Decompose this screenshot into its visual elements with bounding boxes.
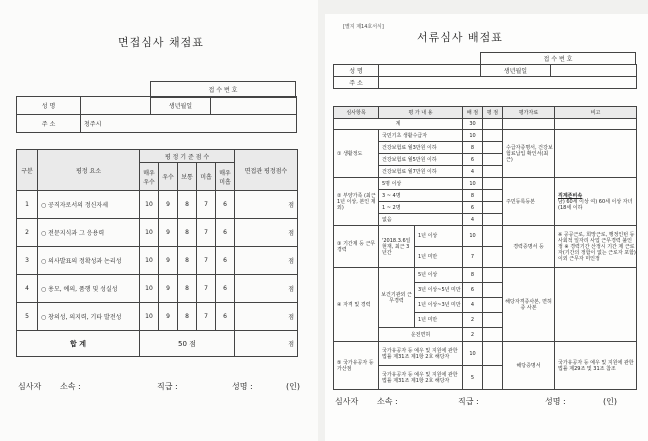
section-4-item: 1년 이상~3년 미만 <box>415 298 463 313</box>
score-cell: 8 <box>178 191 197 219</box>
section-5-label: ⑤ 국가유공자 등 가산점 <box>334 342 379 390</box>
score-cell: 10 <box>140 275 159 303</box>
examiner-label: 심사자 <box>335 397 359 406</box>
section-3-item: 1년 미만 <box>415 247 463 268</box>
name-value <box>81 97 151 115</box>
section-1-item: 건강보험료 월5만원 이하 <box>379 154 463 166</box>
section-4-sub: 보건기관외 근무경력 <box>379 268 415 328</box>
score-cell: 8 <box>178 275 197 303</box>
score-cell: 6 <box>216 219 235 247</box>
left-applicant-info <box>16 96 297 133</box>
score-cell: 6 <box>216 303 235 331</box>
total-unit: 점 <box>235 331 298 357</box>
address-value <box>379 77 637 89</box>
section-2-data: 주민등록등본 <box>503 178 555 226</box>
section-2-item: 5명 이상 <box>379 178 463 190</box>
section-3-sub: '2018.3.6일 현재, 최근 3년간 <box>379 226 415 268</box>
score-header: 배 점 <box>463 107 483 119</box>
score-cell: 5 <box>463 366 483 390</box>
section-5-item: 국가유공자 등 예우 및 지원에 관한 법률 제31조 제1항 2호 해당자 <box>379 342 463 366</box>
section-5-note: 국가유공자 등 예우 및 지원에 관한 법률 제29조 및 31조 참조 <box>555 342 637 390</box>
score-cell: 9 <box>159 247 178 275</box>
section-1-data: 수급자증명서, 건강보험료납입 확인서(최근) <box>503 130 555 178</box>
right-signature-line <box>335 396 635 408</box>
section-2-label: ② 부양가족 (최근 1년 이상, 본인 제외) <box>334 178 379 226</box>
score-cell: 10 <box>140 247 159 275</box>
section-2-item: 1 ~ 2명 <box>379 202 463 214</box>
row-unit: 점 <box>235 191 298 219</box>
birth-label: 생년월일 <box>151 97 211 115</box>
row-unit: 점 <box>235 247 298 275</box>
score-cell: 10 <box>463 178 483 190</box>
score-cell: 8 <box>463 190 483 202</box>
section-3-label: ③ 기간제 등 근무경력 <box>334 226 379 268</box>
address-label: 주 소 <box>17 115 81 133</box>
section-4-item: 5년 이상 <box>415 268 463 283</box>
table-row <box>334 226 637 247</box>
score-cell: 10 <box>140 219 159 247</box>
score-cell: 7 <box>197 219 216 247</box>
category-header: 구분 <box>17 150 38 191</box>
total-row <box>334 119 637 130</box>
score-cell: 9 <box>159 275 178 303</box>
section-4-label: ④ 자격 및 경력 <box>334 268 379 342</box>
document-scoresheet-page <box>325 14 648 441</box>
row-unit: 점 <box>235 303 298 331</box>
section-3-note: ※ 공공근로, 희망근로, 행정인턴 등 사회적 일자리 사업 근무경력 불인정 ※ 경력기간 산정시 기간 제 근로자(기간의 정함이 없는 근로자 포함) 이외 근무자 미인정 <box>555 226 637 268</box>
score-cell: 10 <box>463 342 483 366</box>
row-number: 1 <box>17 191 38 219</box>
score-cell: 7 <box>463 247 483 268</box>
table-row <box>17 275 298 303</box>
score-cell: 8 <box>178 219 197 247</box>
score-cell: 2 <box>463 313 483 328</box>
grade-normal: 보통 <box>178 163 197 191</box>
total-label: 합 계 <box>17 331 140 357</box>
section-2-note <box>555 178 637 226</box>
examiner-label: 심사자 <box>18 382 42 391</box>
interview-scoresheet-page <box>0 0 318 441</box>
row-item: ○ 공직자로서의 정신자세 <box>38 191 140 219</box>
table-row <box>17 303 298 331</box>
item-header: 심사항목 <box>334 107 379 119</box>
section-1-item: 건강보험료 월7만원 이하 <box>379 166 463 178</box>
row-number: 2 <box>17 219 38 247</box>
row-unit: 점 <box>235 275 298 303</box>
document-score-table <box>333 106 637 390</box>
score-cell: 8 <box>178 247 197 275</box>
score-cell: 10 <box>463 130 483 142</box>
score-cell: 6 <box>463 154 483 166</box>
score-cell: 9 <box>159 219 178 247</box>
section-2-note-text: 남) 60세 이상 여) 60세 이상 자녀(18세 이하 <box>558 198 633 211</box>
section-5-item: 국가유공자 등 예우 및 지원에 관한 법률 제31조 제1항 2호 해당자 <box>379 366 463 390</box>
right-page-title: 서류심사 배점표 <box>417 31 503 44</box>
score-cell: 8 <box>463 142 483 154</box>
section-2-note-head: 직계존비속 <box>558 192 583 199</box>
address-label: 주 소 <box>334 77 379 89</box>
reception-number-label: 접 수 번 호 <box>151 82 296 98</box>
score-cell: 6 <box>463 202 483 214</box>
rank-label: 직급 : <box>157 382 178 391</box>
score-cell: 10 <box>140 303 159 331</box>
score-cell: 10 <box>463 226 483 247</box>
data-header: 평가자료 <box>503 107 555 119</box>
section-4-data: 해당자격증사본, 면허증 사본 <box>503 268 555 342</box>
section-1-item: 건강보험료 월3만원 이하 <box>379 142 463 154</box>
score-cell: 9 <box>159 191 178 219</box>
form-number-label: [별지 제14호서식] <box>343 24 384 30</box>
address-value: 청주시 <box>81 115 297 133</box>
table-row <box>334 178 637 190</box>
reception-number-label: 접 수 번 호 <box>481 53 636 65</box>
birth-value <box>211 97 297 115</box>
grade-very-poor: 매우 미흡 <box>216 163 235 191</box>
row-item: ○ 용모, 예의, 품행 및 성실성 <box>38 275 140 303</box>
right-applicant-info <box>333 64 637 89</box>
section-1-item: 국민기초 생활수급자 <box>379 130 463 142</box>
rank-label: 직급 : <box>458 397 479 406</box>
section-2-item: 3 ~ 4명 <box>379 190 463 202</box>
score-cell: 10 <box>140 191 159 219</box>
score-cell: 7 <box>197 303 216 331</box>
row-number: 5 <box>17 303 38 331</box>
section-5-data: 해당증명서 <box>503 342 555 390</box>
score-cell: 4 <box>463 214 483 226</box>
total-value: 50 점 <box>140 331 235 357</box>
total-row <box>17 331 298 357</box>
name-label-sign: 성명 : <box>232 382 253 391</box>
section-4-extra-item: 운전면허 <box>379 328 463 342</box>
grade-good: 우수 <box>159 163 178 191</box>
left-signature-line <box>18 381 308 393</box>
score-cell: 6 <box>463 283 483 298</box>
score-cell: 4 <box>463 166 483 178</box>
criteria-header: 평 정 기 준 점 수 <box>140 150 235 163</box>
score-cell: 4 <box>463 298 483 313</box>
seal-mark: (인) <box>286 382 300 391</box>
grade-very-good: 매우 우수 <box>140 163 159 191</box>
element-header: 평정 요소 <box>38 150 140 191</box>
score-cell: 7 <box>197 191 216 219</box>
name-label: 성 명 <box>17 97 81 115</box>
content-header: 평 가 내 용 <box>379 107 463 119</box>
name-label: 성 명 <box>334 65 379 77</box>
score-cell: 9 <box>159 303 178 331</box>
score-cell: 6 <box>216 275 235 303</box>
score-cell: 6 <box>216 191 235 219</box>
score-cell: 7 <box>197 247 216 275</box>
score-cell: 8 <box>178 303 197 331</box>
table-row <box>17 191 298 219</box>
name-label-sign: 성명 : <box>545 397 566 406</box>
row-item: ○ 의사발표의 정확성과 논리성 <box>38 247 140 275</box>
rating-header: 평 점 <box>483 107 503 119</box>
section-4-item: 1년 미만 <box>415 313 463 328</box>
left-page-title: 면접심사 채점표 <box>118 36 204 49</box>
score-cell: 8 <box>463 268 483 283</box>
seal-mark: (인) <box>603 397 617 406</box>
table-row <box>334 342 637 366</box>
affiliation-label: 소속 : <box>377 397 398 406</box>
table-row <box>334 268 637 283</box>
section-3-data: 경력증명서 등 <box>503 226 555 268</box>
score-cell: 2 <box>463 328 483 342</box>
score-cell: 6 <box>216 247 235 275</box>
table-row <box>17 219 298 247</box>
row-item: ○ 창의성, 의지력, 기타 발전성 <box>38 303 140 331</box>
affiliation-label: 소속 : <box>60 382 81 391</box>
total-score: 30 <box>463 119 483 130</box>
table-row <box>17 247 298 275</box>
row-number: 3 <box>17 247 38 275</box>
row-item: ○ 전문지식과 그 응용력 <box>38 219 140 247</box>
section-1-label: ① 생활정도 <box>334 130 379 178</box>
birth-label: 생년월일 <box>481 65 551 77</box>
birth-value <box>551 65 637 77</box>
section-3-item: 1년 이상 <box>415 226 463 247</box>
result-header: 면접관 평정점수 <box>235 150 298 191</box>
score-cell: 7 <box>197 275 216 303</box>
section-2-item: 없음 <box>379 214 463 226</box>
row-number: 4 <box>17 275 38 303</box>
name-value <box>379 65 481 77</box>
row-unit: 점 <box>235 219 298 247</box>
section-4-item: 3년 이상~5년 미만 <box>415 283 463 298</box>
note-header: 비고 <box>555 107 637 119</box>
interview-score-table <box>16 149 298 357</box>
table-row <box>334 130 637 142</box>
grade-poor: 미흡 <box>197 163 216 191</box>
total-label: 계 <box>334 119 463 130</box>
